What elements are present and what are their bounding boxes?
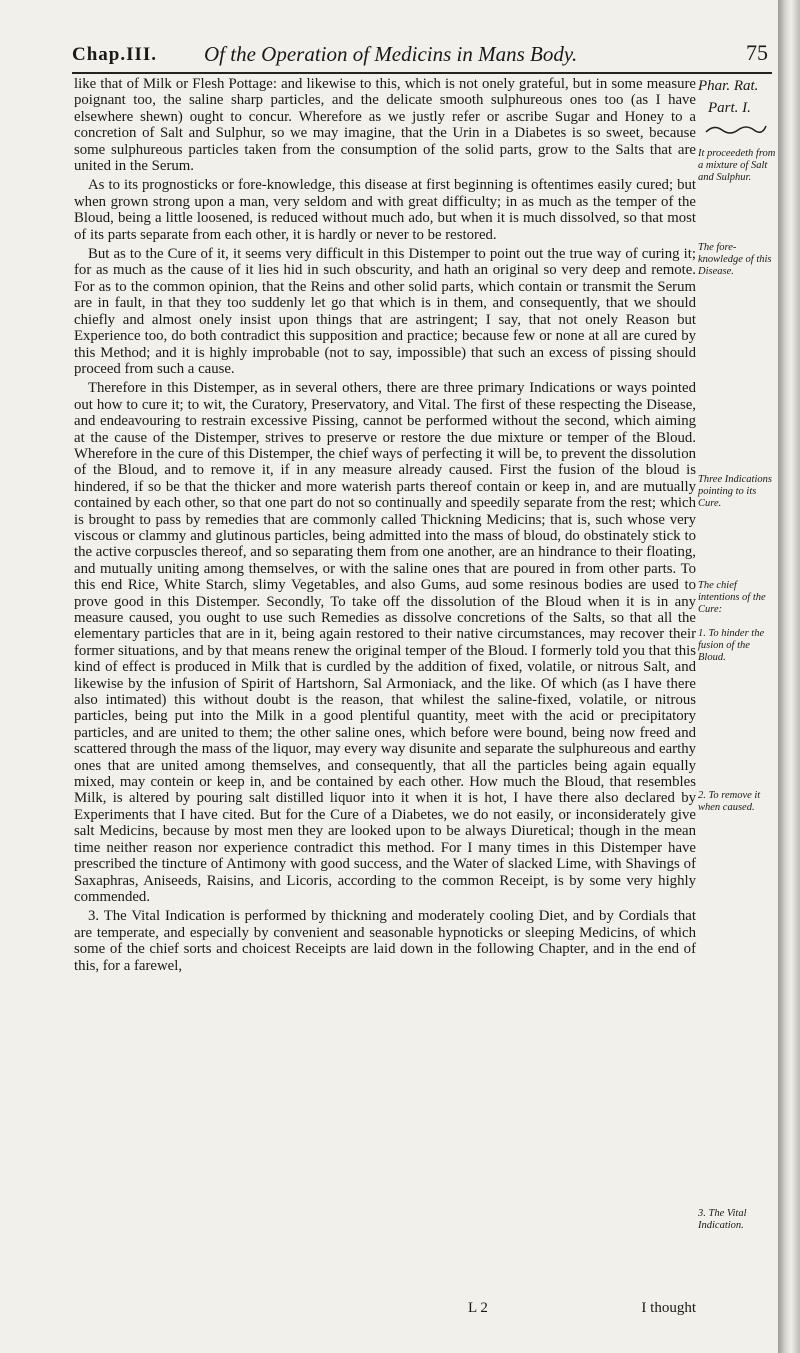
margin-note-vital: 3. The Vital Indication. — [698, 1208, 747, 1231]
margin-note-intentions: The chief intentions of the Cure: — [698, 580, 766, 615]
page-footer — [74, 1300, 696, 1320]
margin-note-indications: Three Indications pointing to its Cure. — [698, 474, 772, 509]
margin-part-label: Phar. Rat. — [698, 78, 759, 94]
catchword: I thought — [641, 1300, 696, 1316]
paragraph-4: Therefore in this Distemper, as in several others, there are three primary Indications or ways pointed out how to cure it; to wit, the Curatory, Preservatory, and Vital. The first of these respecting the Disease, and endeavouring to restrain excessive Pissing, cannot be performed without the second, which aiming at the cause of the Distemper, strives to preserve or restore the due mixture or temper of the Bloud. Wherefore in the cure of this Distemper, the chief ways of perfecting it will be, to prevent the dissolution of the Bloud, and to remove it, if in any measure already caused. First the fusion of the bloud is hindered, if so be that the thicker and more waterish parts thereof contain or keep in, and are mutually contained by each other, so that one part do not so continually and speedily separate from the rest; which is brought to pass by remedies that are commonly called Thickning Medicins; that is, such whose very viscous or clammy and glutinous particles, being admitted into the mass of bloud, do obstinately stick to the active corpuscles thereof, and so separating them from one another, are an hindrance to their floating, and mutually uniting among themselves, or with the saline ones that are poured in from other parts. To this end Rice, White Starch, slimy Vegetables, and also Gums, aud some resinous bodies are used to prove good in this Distemper. Secondly, To take off the dissolution of the Bloud when it is in any measure caused, you ought to use such Remedies as dissolve concretions of the Salts, so that all the elementary particles that are in it, being again restored to their native circumstances, may recover their former situations, and by that means renew the original temper of the Bloud. I formerly told you that this kind of effect is produced in Milk that is curdled by the addition of fixed, volatile, or nitrous Salt, and likewise by the infusion of Spirit of Hartshorn, Sal Armoniack, and the like. Of which (as I have there also intimated) this without doubt is the reason, that whilest the saline-fixed, volatile, or nitrous particles, being put into the Milk in a good plentiful quantity, meet with the acid or precipitatory particles, and are united to them; the other saline ones, which before were bound, being now freed and scattered through the mass of the liquor, may every way disunite and separate the sulphureous and earthy ones that are united among themselves, and consequently, that all the particles being again equally mixed, may contein or keep in, and be contained by each other. How much the Bloud, that resembles Milk, is altered by pouring salt distilled liquor into it when it is hot, I have there also declared by Experiments that I have cited. But for the Cure of a Diabetes, we do not easily, or inconsiderately give salt Medicins, because by most men they are looked upon to be always Diuretical; though in the mean time neither reason nor experience contradict this method. For I many times in this Distemper have prescribed the tincture of Antimony with good success, and the Water of slacked Lime, with Shavings of Saxaphras, Aniseeds, Raisins, and Licoris, according to the common Receipt, is by some very highly commended. — [74, 380, 696, 905]
paragraph-1: like that of Milk or Flesh Pottage: and likewise to this, which is not onely grateful, but in some measure poignant too, the saline sharp particles, and the delicate smooth sulphureous ones too (as I have elsewhere shewn) ought to concur. Wherefore as we justly refer or ascribe Sugar and Honey to a concretion of Salt and Sulphur, so we may imagine, that the Urin in a Diabetes is so sweet, because some sulphureous particles taken from the consumption of the solid parts, grow to the Salts that are united in the Serum. — [74, 76, 696, 175]
margin-note-hinder-fusion: 1. To hinder the fusion of the Bloud. — [698, 628, 765, 663]
running-title: Of the Operation of Medicins in Mans Body. — [204, 42, 578, 66]
signature-mark: L 2 — [468, 1300, 488, 1316]
margin-note-mixture: It proceedeth from a mixture of Salt and Sulphur. — [698, 148, 776, 183]
page-edge-shadow — [778, 0, 800, 1353]
margin-note-foreknowledge: The fore-knowledge of this Disease. — [698, 242, 772, 277]
running-header — [72, 38, 772, 74]
flourish-ornament — [704, 122, 768, 136]
paragraph-3: But as to the Cure of it, it seems very difficult in this Distemper to point out the true way of curing it; for as much as the cause of it lies hid in such obscurity, and hath an original so very deep and remote. For as to the common opinion, that the Reins and other solid parts, which contain or transmit the Serum are in fault, in that they too suddenly let go that which is in them, and consequently, that we should chiefly and almost onely insist upon things that are astringent; I say, that not onely Reason but Experience too, do both contradict this supposition and practice; because few or none at all are cured by this Method; and it is highly improbable (not to say, impossible) that such an excess of pissing should proceed from such a cause. — [74, 246, 696, 377]
margin-note-remove: 2. To remove it when caused. — [698, 790, 761, 813]
chapter-label: Chap.III. — [72, 44, 158, 65]
page-number: 75 — [746, 40, 768, 65]
margin-part-number: Part. I. — [708, 100, 751, 116]
body-text — [74, 76, 696, 974]
paragraph-5: 3. The Vital Indication is performed by thickning and moderately cooling Diet, and by Cordials that are temperate, and especially by convenient and seasonable hypnoticks or sleeping Medicins, of which some of the chief sorts and choicest Receipts are laid down in the following Chapter, and in the end of this, for a farewel, — [74, 908, 696, 974]
margin-notes — [698, 0, 778, 1353]
paragraph-2: As to its prognosticks or fore-knowledge, this disease at first beginning is oftentimes easily cured; but when grown strong upon a man, very seldom and with great difficulty; in as much as the temper of the Bloud, being a little loosened, is reduced without much ado, but when it is much dissolved, so that most of its parts separate from each other, it is hardly or never to be restored. — [74, 177, 696, 243]
